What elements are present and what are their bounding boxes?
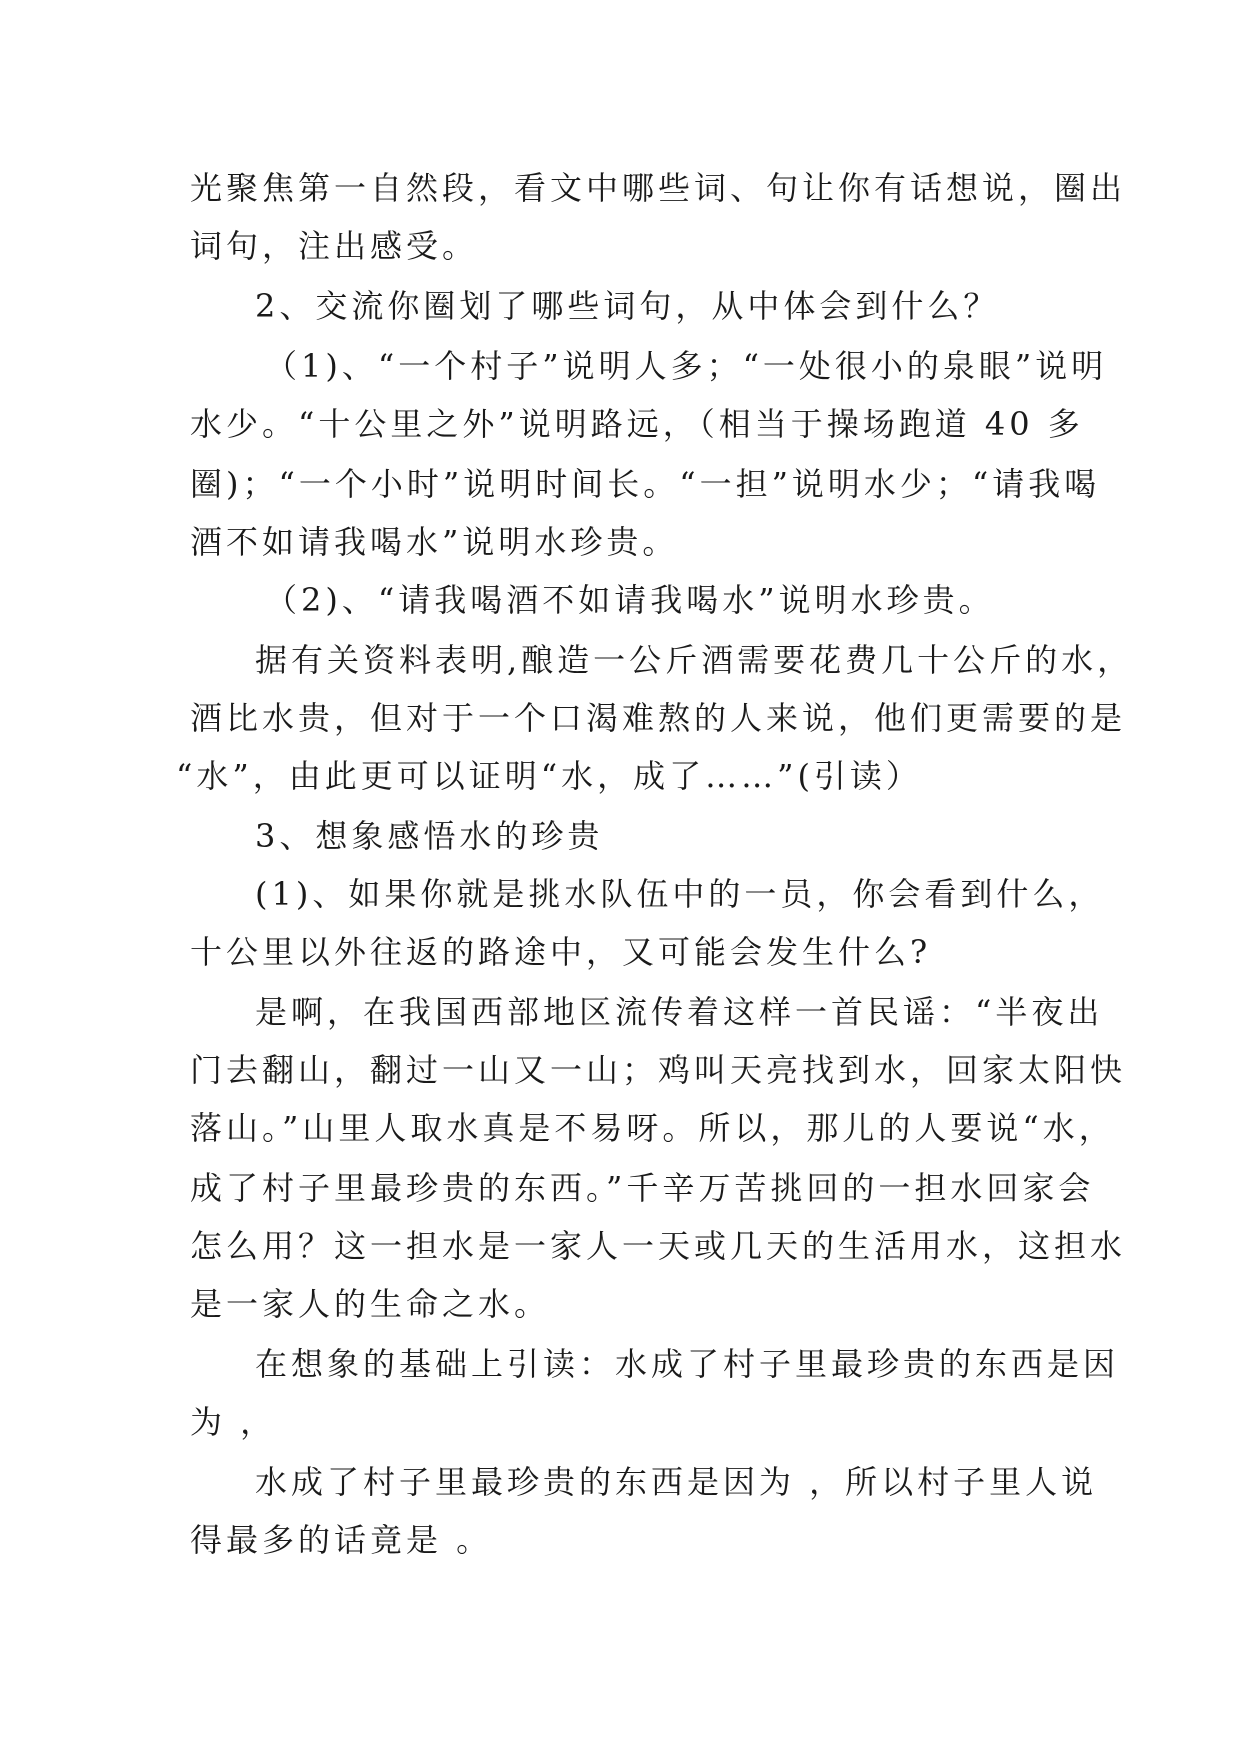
text-line: 水成了村子里最珍贵的东西是因为 ，所以村子里人说 bbox=[255, 1463, 1098, 1501]
text-line: （2)、“请我喝酒不如请我喝水”说明水珍贵。 bbox=[265, 581, 995, 619]
text-line: 圈)；“一个小时”说明时间长。“一担”说明水少；“请我喝 bbox=[190, 465, 1101, 503]
text-line: 是一家人的生命之水。 bbox=[190, 1285, 551, 1323]
text-line: 是啊，在我国西部地区流传着这样一首民谣：“半夜出 bbox=[255, 993, 1104, 1031]
text-line: 据有关资料表明,酿造一公斤酒需要花费几十公斤的水， bbox=[255, 641, 1134, 679]
text-line: 酒不如请我喝水”说明水珍贵。 bbox=[190, 523, 679, 561]
section-heading: 2、交流你圈划了哪些词句，从中体会到什么？ bbox=[255, 287, 1000, 325]
text-line: （1)、“一个村子”说明人多；“一处很小的泉眼”说明 bbox=[265, 347, 1108, 385]
text-line: 为 ， bbox=[190, 1403, 277, 1441]
text-line: (1)、如果你就是挑水队伍中的一员，你会看到什么， bbox=[255, 875, 1105, 913]
text-line: 怎么用？这一担水是一家人一天或几天的生活用水，这担水 bbox=[190, 1227, 1127, 1265]
text-line: 得最多的话竟是 。 bbox=[190, 1521, 493, 1559]
section-heading: 3、想象感悟水的珍贵 bbox=[255, 817, 604, 855]
text-line: 成了村子里最珍贵的东西。”千辛万苦挑回的一担水回家会 bbox=[190, 1169, 1095, 1207]
text-line: 酒比水贵，但对于一个口渴难熬的人来说，他们更需要的是 bbox=[190, 699, 1127, 737]
text-line: 词句，注出感受。 bbox=[190, 227, 479, 265]
text-line: 在想象的基础上引读：水成了村子里最珍贵的东西是因 bbox=[255, 1345, 1120, 1383]
text-line: 光聚焦第一自然段，看文中哪些词、句让你有话想说，圈出 bbox=[190, 169, 1127, 207]
text-line: 十公里以外往返的路途中，又可能会发生什么? bbox=[190, 933, 932, 971]
text-line: “水”，由此更可以证明“水，成了……”(引读） bbox=[176, 757, 922, 795]
text-line: 水少。“十公里之外”说明路远，（相当于操场跑道 40 多 bbox=[190, 405, 1084, 443]
text-line: 门去翻山，翻过一山又一山；鸡叫天亮找到水，回家太阳快 bbox=[190, 1051, 1127, 1089]
text-line: 落山。”山里人取水真是不易呀。所以，那儿的人要说“水， bbox=[190, 1109, 1115, 1147]
